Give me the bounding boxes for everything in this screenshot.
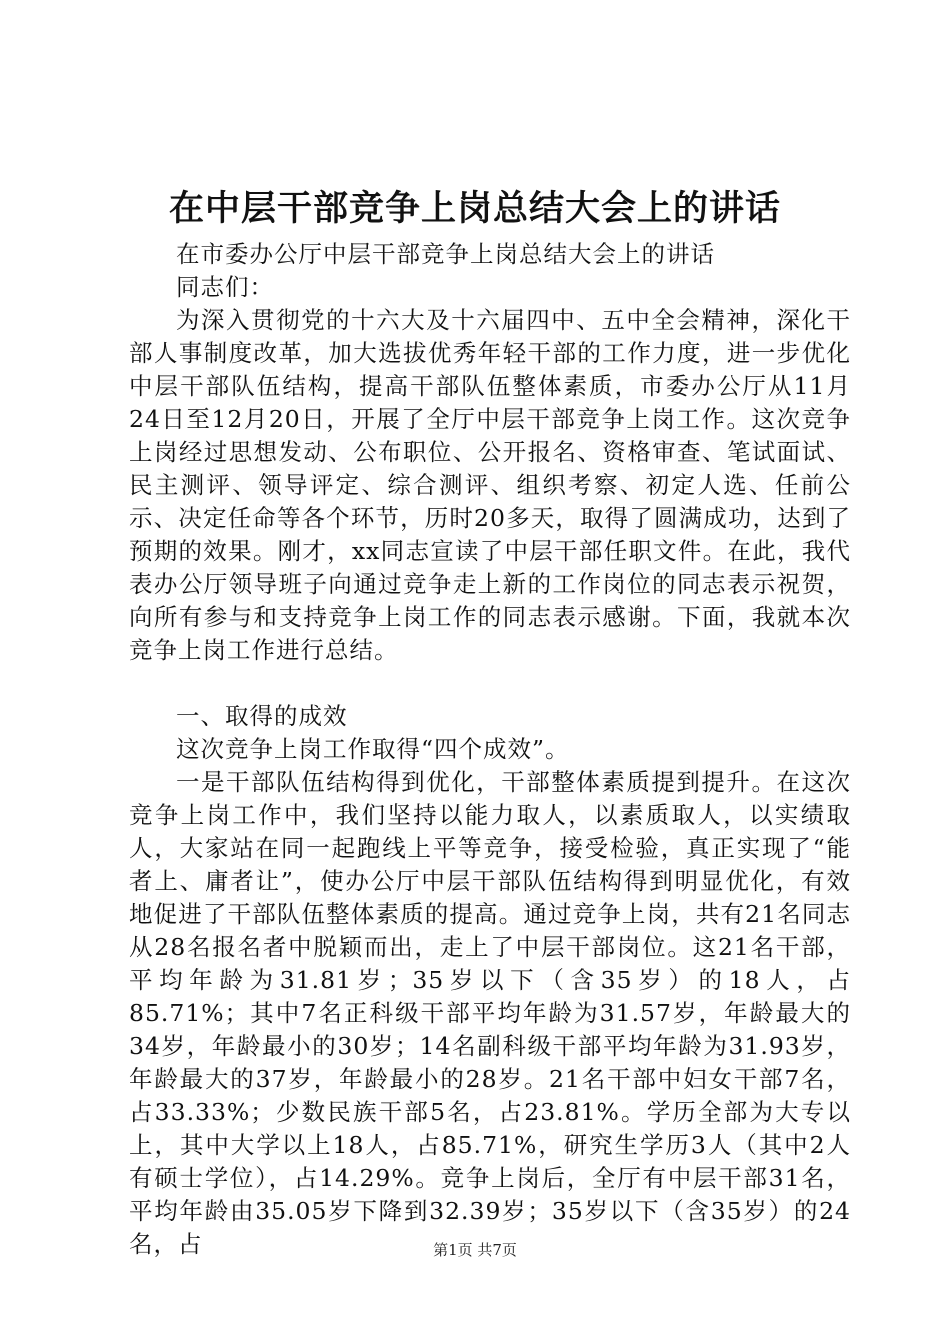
body-paragraph: 这次竞争上岗工作取得“四个成效”。: [176, 735, 570, 763]
salutation: 同志们：: [176, 273, 274, 301]
section-heading: 一、取得的成效: [176, 702, 348, 730]
document-title: 在中层干部竞争上岗总结大会上的讲话: [168, 188, 781, 229]
body-paragraph: 为深入贯彻党的十六大及十六届四中、五中全会精神，深化干部人事制度改革，加大选拔优秀年轻干部的工作力度，进一步优化中层干部队伍结构，提高干部队伍整体素质，市委办公厅从11月24日至12月20日，开展了全厅中层干部竞争上岗工作。这次竞争上岗经过思想发动、公布职位、公开报名、资格审查、笔试面试、民主测评、领导评定、综合测评、组织考察、初定人选、任前公示、决定任命等各个环节，历时20多天，取得了圆满成功，达到了预期的效果。刚才，xx同志宣读了中层干部任职文件。在此，我代表办公厅领导班子向通过竞争走上新的工作岗位的同志表示祝贺，向所有参与和支持竞争上岗工作的同志表示感谢。下面，我就本次竞争上岗工作进行总结。: [129, 306, 851, 664]
document-body: [129, 238, 851, 1261]
subtitle-line: 在市委办公厅中层干部竞争上岗总结大会上的讲话: [176, 240, 715, 268]
page-indicator: 第1页 共7页: [433, 1241, 517, 1259]
body-paragraph: 一是干部队伍结构得到优化，干部整体素质提到提升。在这次竞争上岗工作中，我们坚持以能力取人，以素质取人，以实绩取人，大家站在同一起跑线上平等竞争，接受检验，真正实现了“能者上、庸者让”，使办公厅中层干部队伍结构得到明显优化，有效地促进了干部队伍整体素质的提高。通过竞争上岗，共有21名同志从28名报名者中脱颖而出，走上了中层干部岗位。这21名干部，平均年龄为31.81岁；35岁以下（含35岁）的18人，占85.71%；其中7名正科级干部平均年龄为31.57岁，年龄最大的34岁，年龄最小的30岁；14名副科级干部平均年龄为31.93岁，年龄最大的37岁，年龄最小的28岁。21名干部中妇女干部7名，占33.33%；少数民族干部5名，占23.81%。学历全部为大专以上，其中大学以上18人，占85.71%，研究生学历3人（其中2人有硕士学位），占14.29%。竞争上岗后，全厅有中层干部31名，平均年龄由35.05岁下降到32.39岁；35岁以下（含35岁）的24名，占: [129, 768, 851, 1258]
